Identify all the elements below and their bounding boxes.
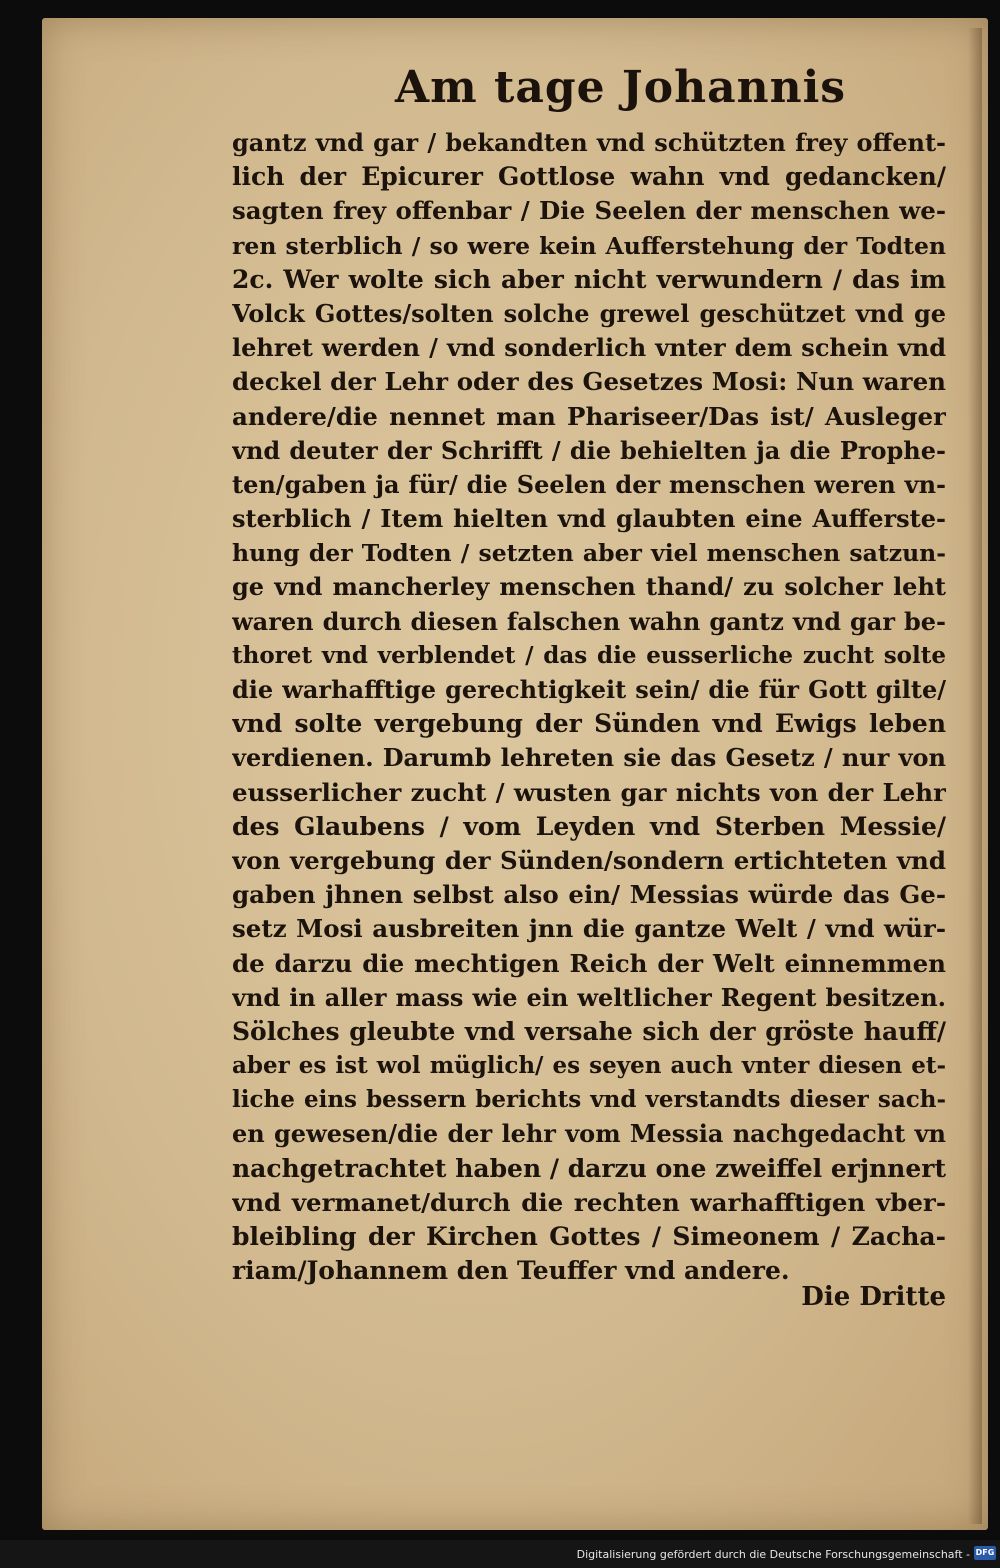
text-line: von vergebung der Sünden/sondern ertichteten vnd [232,845,946,875]
text-line: Volck Gottes/solten solche grewel geschützet vnd ge [232,298,946,328]
text-line: hung der Todten / setzten aber viel menschen satzun- [232,539,946,568]
text-line: deckel der Lehr oder des Gesetzes Mosi: Nun waren [232,367,946,397]
text-line: des Glaubens / vom Leyden vnd Sterben Messie/ [232,811,946,841]
text-line: gantz vnd gar / bekandten vnd schützten frey offent- [232,128,946,157]
body-text [232,126,946,1288]
text-line: de darzu die mechtigen Reich der Welt einnemmen [232,948,946,978]
text-line: lehret werden / vnd sonderlich vnter dem schein vnd [232,333,946,363]
text-line: verdienen. Darumb lehreten sie das Gesetz / nur von [232,743,946,773]
footer-bar [0,1540,1000,1568]
text-line: sagten frey offenbar / Die Seelen der menschen we- [232,196,946,226]
text-line: en gewesen/die der lehr vom Messia nachgedacht vn [232,1119,946,1149]
text-line: gaben jhnen selbst also ein/ Messias würde das Ge- [232,880,946,910]
text-line: liche eins bessern berichts vnd verstandts dieser sach- [232,1086,946,1114]
page-edge-shadow [968,28,982,1524]
text-line: eusserlicher zucht / wusten gar nichts von der Lehr [232,777,946,807]
text-line: aber es ist wol müglich/ es seyen auch vnter diesen et- [232,1052,946,1080]
text-line: thoret vnd verblendet / das die eusserliche zucht solte [232,641,946,669]
text-line: vnd deuter der Schrifft / die behielten ja die Prophe- [232,435,946,465]
text-line: vnd in aller mass wie ein weltlicher Regent besitzen. [232,982,946,1012]
text-line: 2c. Wer wolte sich aber nicht verwundern / das im [232,264,946,294]
funding-credit: Digitalisierung gefördert durch die Deutsche Forschungsgemeinschaft - [576,1548,970,1561]
text-line: lich der Epicurer Gottlose wahn vnd gedancken/ [232,162,946,192]
text-line: andere/die nennet man Phariseer/Das ist/ Ausleger [232,401,946,431]
running-heading: Am tage Johannis [395,62,847,113]
text-line: setz Mosi ausbreiten jnn die gantze Welt / vnd wür- [232,914,946,944]
text-line: riam/Johannem den Teuffer vnd andere. [232,1256,790,1286]
catchword: Die Dritte [801,1282,946,1312]
text-line: nachgetrachtet haben / darzu one zweiffel erjnnert [232,1153,946,1183]
dfg-logo: DFG [974,1546,996,1560]
text-line: Sölches gleubte vnd versahe sich der gröste hauff/ [232,1016,946,1046]
text-line: ge vnd mancherley menschen thand/ zu solcher leht [232,572,946,602]
text-line: sterblich / Item hielten vnd glaubten eine Aufferste- [232,504,946,534]
text-line: waren durch diesen falschen wahn gantz vnd gar be- [232,606,946,636]
text-line: ten/gaben ja für/ die Seelen der menschen weren vn- [232,469,946,499]
text-line: bleibling der Kirchen Gottes / Simeonem / Zacha- [232,1222,946,1251]
text-line: ren sterblich / so were kein Aufferstehung der Todten [232,231,946,260]
text-line: vnd vermanet/durch die rechten warhafftigen vber- [232,1187,946,1217]
text-line: vnd solte vergebung der Sünden vnd Ewigs leben [232,709,946,739]
text-line: die warhafftige gerechtigkeit sein/ die für Gott gilte/ [232,675,946,704]
